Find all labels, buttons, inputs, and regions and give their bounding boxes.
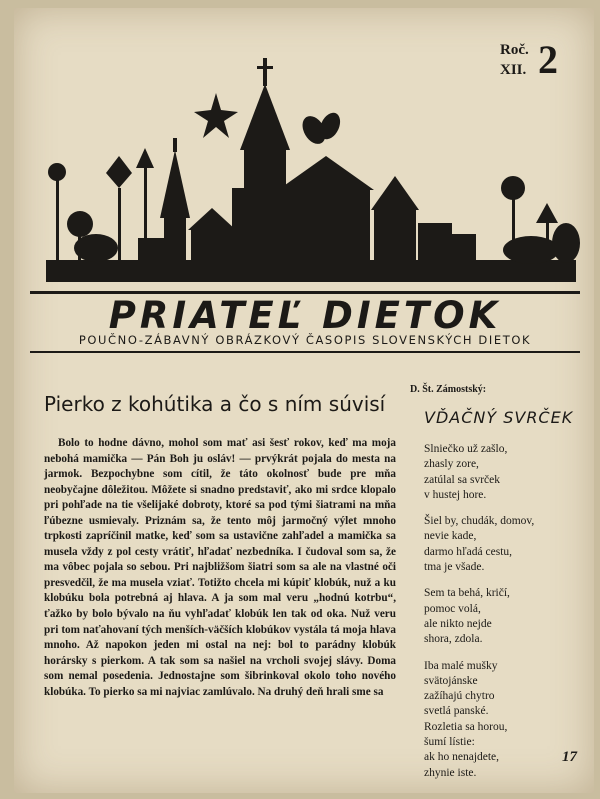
issue-number: 2 [538,37,558,82]
poem-title: VĎAČNÝ SVRČEK [424,408,574,427]
poem-stanza [424,586,594,647]
poem-line: šumí lístie: [424,736,475,749]
poem-author: D. Št. Zámostský: [410,384,487,395]
poem-line: zhasly zore, [424,458,479,471]
magazine-title: PRIATEĽ DIETOK [108,294,502,337]
magazine-page [14,8,594,793]
story-body [44,436,396,700]
poem-line: shora, zdola. [424,633,483,646]
poem-line: Iba malé mušky [424,659,498,672]
magazine-subtitle: POUČNO-ZÁBAVNÝ OBRÁZKOVÝ ČASOPIS SLOVENSKÝCH DIETOK [78,333,532,347]
poem-line: Sem ta behá, kričí, [424,587,510,600]
issue-volume: XII. [500,62,527,78]
story-paragraph: Bolo to hodne dávno, mohol som mať asi šesť rokov, keď ma moja nebohá mamička — Pán Boh ju osláv! — prvýkrát pojala do mesta na jarmok. Bezpochybne som cítil, že táto okolnosť bude pre mňa neobyčajne dôležitou. Môžete si snadno predstaviť, ako mi srdce klopalo pri pohľade na tie všelijaké dobroty, ktoré sa pod tými šiatrami na mňa ľúbezne usmievaly. Priznám sa, že tento môj jarmočný výlet mnoho trpkosti zapríčinil matke, keď som sa ustavične zahľadel a mamička sa musela vždy z pol cesty vrátiť, hľadať nezbedníka. I čudoval som sa, že ma vôbec pojala so sebou. Pri najbližšom šiatri som sa ale na vlastné oči presvedčil, že ma musela vziať. Totižto chcela mi kúpiť klobúk, nuž a ku klobúku bola potrebná aj hlava. A ja som mal veru „hodnú kotrbu“, ťažko by bolo bývalo na ňu vyhľadať klobúk len tak od oka. Nuž veru pri tom naťahovaní tých menších-väčších klobúkov vystála tá moja hlava mnoho. Až napokon jeden mi ostal na nej: bol to parádny klobúk horársky s pierkom. A tak som sa našiel na vrcholi svojej slávy. Doma som nemal posedenia. Jednostajne som šibrinkoval okolo toho nového klobúka. To pierko sa mi najviac zamlúvalo. Na druhý deň hrali sme sa [44,437,396,698]
poem-line: svätojánske [424,674,478,687]
poem-line: Slniečko už zašlo, [424,443,508,455]
poem-line: svetlá panské. [424,705,489,718]
poem-line: v hustej hore. [424,488,487,501]
poem-line: tma je všade. [424,561,485,574]
masthead-title-bar [30,291,580,361]
poem-line: zhynie iste. [424,766,477,779]
poem-stanza [424,442,594,503]
poem-line: pomoc volá, [424,602,481,615]
poem-line: ak ho nenajdete, [424,751,500,764]
poem-body [424,442,594,792]
poem-line: ale nikto nejde [424,617,492,630]
poem-line: Šiel by, chudák, domov, [424,515,535,528]
issue-label: Roč. [500,42,529,58]
poem-line: zatúlal sa svrček [424,473,500,486]
poem-line: darmo hľadá cestu, [424,545,513,558]
masthead-bottom-rule [30,351,580,353]
poem-line: zažíhajú chytro [424,690,495,703]
page-number: 17 [562,749,577,765]
story-title: Pierko z kohútika a čo s ním súvisí [44,392,386,416]
masthead-silhouette-illustration [26,38,586,298]
poem-line: nevie kade, [424,530,477,543]
poem-line: Rozletia sa horou, [424,720,508,733]
poem-stanza [424,514,594,575]
